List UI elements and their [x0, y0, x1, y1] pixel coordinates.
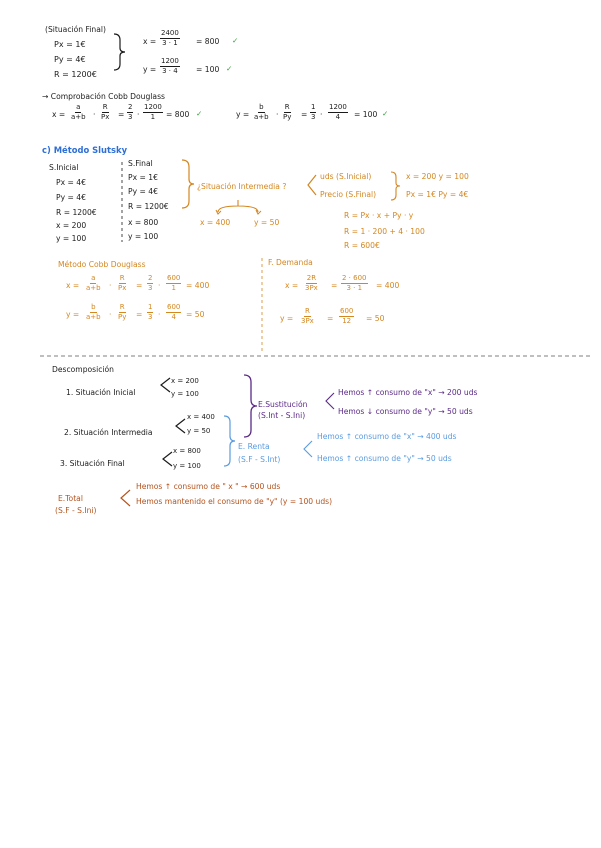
- fraction: [305, 275, 318, 293]
- denominator: Px: [118, 284, 127, 293]
- total-line-2: Hemos mantenido el consumo de "y" (y = 100 uds): [136, 497, 333, 506]
- numerator: 1: [310, 104, 316, 113]
- fraction: [127, 104, 133, 122]
- result-uds: x = 200 y = 100: [406, 172, 469, 181]
- numerator: 2: [127, 104, 133, 113]
- denominator: 3 · 1: [346, 284, 363, 293]
- demanda-x-result: = 400: [376, 281, 400, 290]
- comprobacion-x-lead: x =: [52, 110, 66, 119]
- r-formula: R = Px · x + Py · y: [344, 211, 414, 220]
- numerator: b: [258, 104, 264, 113]
- denominator: Py: [118, 313, 127, 322]
- fraction: [341, 275, 368, 293]
- y-intermedia: y = 50: [254, 218, 280, 227]
- denominator: Px: [101, 113, 110, 122]
- numerator: 1: [147, 304, 153, 313]
- situacion-final-r: R = 1200€: [54, 70, 97, 79]
- cobb-x-result: = 400: [186, 281, 210, 290]
- efecto-total-formula: (S.F - S.Ini): [55, 506, 97, 515]
- denominator: 3: [311, 113, 316, 122]
- x-intermedia: x = 400: [200, 218, 231, 227]
- comprobacion-y-result: = 100: [354, 110, 378, 119]
- fraction: [310, 104, 316, 122]
- fraction: [118, 275, 126, 293]
- denominator: 4: [335, 113, 341, 122]
- renta-line-2: Hemos ↑ consumo de "y" → 50 uds: [317, 454, 452, 463]
- slutsky-heading: c) Método Slutsky: [42, 145, 128, 155]
- equals: =: [331, 281, 338, 290]
- situacion-2: 2. Situación Intermedia: [64, 428, 153, 437]
- cobb-y-result: = 50: [186, 310, 205, 319]
- denominator: a+b: [86, 284, 101, 293]
- inicial-y: y = 100: [56, 234, 87, 243]
- r-substitution: R = 1 · 200 + 4 · 100: [344, 227, 425, 236]
- numerator: R: [102, 104, 109, 113]
- demanda-y-result: = 50: [366, 314, 385, 323]
- denominator: 4: [171, 313, 176, 322]
- final-px: Px = 1€: [128, 173, 158, 182]
- numerator: 600: [166, 304, 181, 313]
- denominator: a+b: [71, 113, 86, 122]
- r-result: R = 600€: [344, 241, 380, 250]
- numerator: 1200: [143, 104, 163, 113]
- situacion-3-y: y = 100: [173, 462, 201, 470]
- descomposicion-heading: Descomposición: [52, 365, 114, 374]
- numerator: 2R: [306, 275, 317, 284]
- situacion-2-x: x = 400: [187, 413, 215, 421]
- numerator: 1200: [160, 58, 180, 67]
- numerator: 600: [166, 275, 181, 284]
- denominator: 3 · 4: [162, 67, 178, 76]
- cobb-x-lead: x =: [66, 281, 80, 290]
- cobb-y-lead: y =: [66, 310, 80, 319]
- sustitucion-line-2: Hemos ↓ consumo de "y" → 50 uds: [338, 407, 473, 416]
- denominator: Py: [283, 113, 292, 122]
- fraction: [339, 308, 354, 326]
- situacion-final-x-result: = 800: [196, 37, 220, 46]
- inicial-px: Px = 4€: [56, 178, 86, 187]
- fraction: [166, 304, 181, 322]
- final-y: y = 100: [128, 232, 159, 241]
- numerator: a: [90, 275, 96, 284]
- denominator: 1: [150, 113, 156, 122]
- fraction: [254, 104, 269, 122]
- situacion-final-y-label: y =: [143, 65, 157, 74]
- numerator: 2 · 600: [341, 275, 368, 284]
- denominator: 3: [128, 113, 133, 122]
- numerator: 600: [339, 308, 354, 317]
- numerator: R: [119, 304, 126, 313]
- numerator: a: [75, 104, 81, 113]
- numerator: 2400: [160, 30, 180, 39]
- final-py: Py = 4€: [128, 187, 158, 196]
- situacion-final-y-result: = 100: [196, 65, 220, 74]
- situacion-final-y-fraction: [160, 58, 180, 76]
- fraction: [143, 104, 163, 122]
- situacion-3: 3. Situación Final: [60, 459, 125, 468]
- situacion-1: 1. Situación Inicial: [66, 388, 136, 397]
- numerator: 1200: [328, 104, 348, 113]
- numerator: b: [90, 304, 96, 313]
- situacion-1-y: y = 100: [171, 390, 199, 398]
- inicial-title: S.Inicial: [49, 163, 79, 172]
- situacion-intermedia-question: ¿Situación Intermedia ?: [197, 182, 287, 191]
- fraction: [328, 104, 348, 122]
- comprobacion-title: → Comprobación Cobb Douglass: [42, 92, 165, 101]
- renta-line-1: Hemos ↑ consumo de "x" → 400 uds: [317, 432, 457, 441]
- denominator: 3: [148, 284, 153, 293]
- inicial-x: x = 200: [56, 221, 87, 230]
- inicial-py: Py = 4€: [56, 193, 86, 202]
- uds-inicial: uds (S.Inicial): [320, 172, 372, 181]
- final-r: R = 1200€: [128, 202, 169, 211]
- check-icon: ✓: [196, 109, 203, 118]
- cobb-heading: Método Cobb Douglass: [58, 260, 146, 269]
- fraction: [101, 104, 109, 122]
- efecto-sustitucion-label: E.Sustitución: [258, 400, 308, 409]
- demanda-y-lead: y =: [280, 314, 294, 323]
- situacion-1-x: x = 200: [171, 377, 199, 385]
- check-icon: ✓: [232, 36, 239, 45]
- equals: =: [327, 314, 334, 323]
- final-title: S.Final: [128, 159, 153, 168]
- situacion-2-y: y = 50: [187, 427, 211, 435]
- situacion-final-x-fraction: [160, 30, 180, 48]
- efecto-renta-formula: (S.F - S.Int): [238, 455, 281, 464]
- comprobacion-x-result: = 800: [166, 110, 190, 119]
- situacion-final-py: Py = 4€: [54, 55, 86, 64]
- fraction: [283, 104, 291, 122]
- demanda-heading: F. Demanda: [268, 258, 313, 267]
- check-icon: ✓: [226, 64, 233, 73]
- fraction: [147, 304, 153, 322]
- numerator: R: [119, 275, 126, 284]
- fraction: [147, 275, 153, 293]
- result-precio: Px = 1€ Py = 4€: [406, 190, 469, 199]
- fraction: [86, 275, 101, 293]
- inicial-r: R = 1200€: [56, 208, 97, 217]
- denominator: 12: [342, 317, 352, 326]
- numerator: R: [304, 308, 311, 317]
- numerator: 2: [147, 275, 153, 284]
- precio-final: Precio (S.Final): [320, 190, 377, 199]
- numerator: R: [284, 104, 291, 113]
- check-icon: ✓: [382, 109, 389, 118]
- comprobacion-y-lead: y =: [236, 110, 250, 119]
- efecto-renta-label: E. Renta: [238, 442, 270, 451]
- fraction: [118, 304, 126, 322]
- efecto-total-label: E.Total: [58, 494, 83, 503]
- sustitucion-line-1: Hemos ↑ consumo de "x" → 200 uds: [338, 388, 478, 397]
- denominator: 3 · 1: [162, 39, 178, 48]
- denominator: a+b: [86, 313, 101, 322]
- situacion-3-x: x = 800: [173, 447, 201, 455]
- situacion-final-px: Px = 1€: [54, 40, 86, 49]
- situacion-final-title: (Situación Final): [45, 25, 106, 34]
- fraction: [71, 104, 86, 122]
- situacion-final-x-label: x =: [143, 37, 157, 46]
- denominator: 3: [148, 313, 153, 322]
- denominator: 3Px: [305, 284, 318, 293]
- denominator: 3Px: [301, 317, 314, 326]
- fraction: [166, 275, 181, 293]
- demanda-x-lead: x =: [285, 281, 299, 290]
- efecto-sustitucion-formula: (S.Int - S.Ini): [258, 411, 306, 420]
- denominator: 1: [171, 284, 176, 293]
- final-x: x = 800: [128, 218, 159, 227]
- fraction: [86, 304, 101, 322]
- fraction: [301, 308, 314, 326]
- total-line-1: Hemos ↑ consumo de " x " → 600 uds: [136, 482, 281, 491]
- denominator: a+b: [254, 113, 269, 122]
